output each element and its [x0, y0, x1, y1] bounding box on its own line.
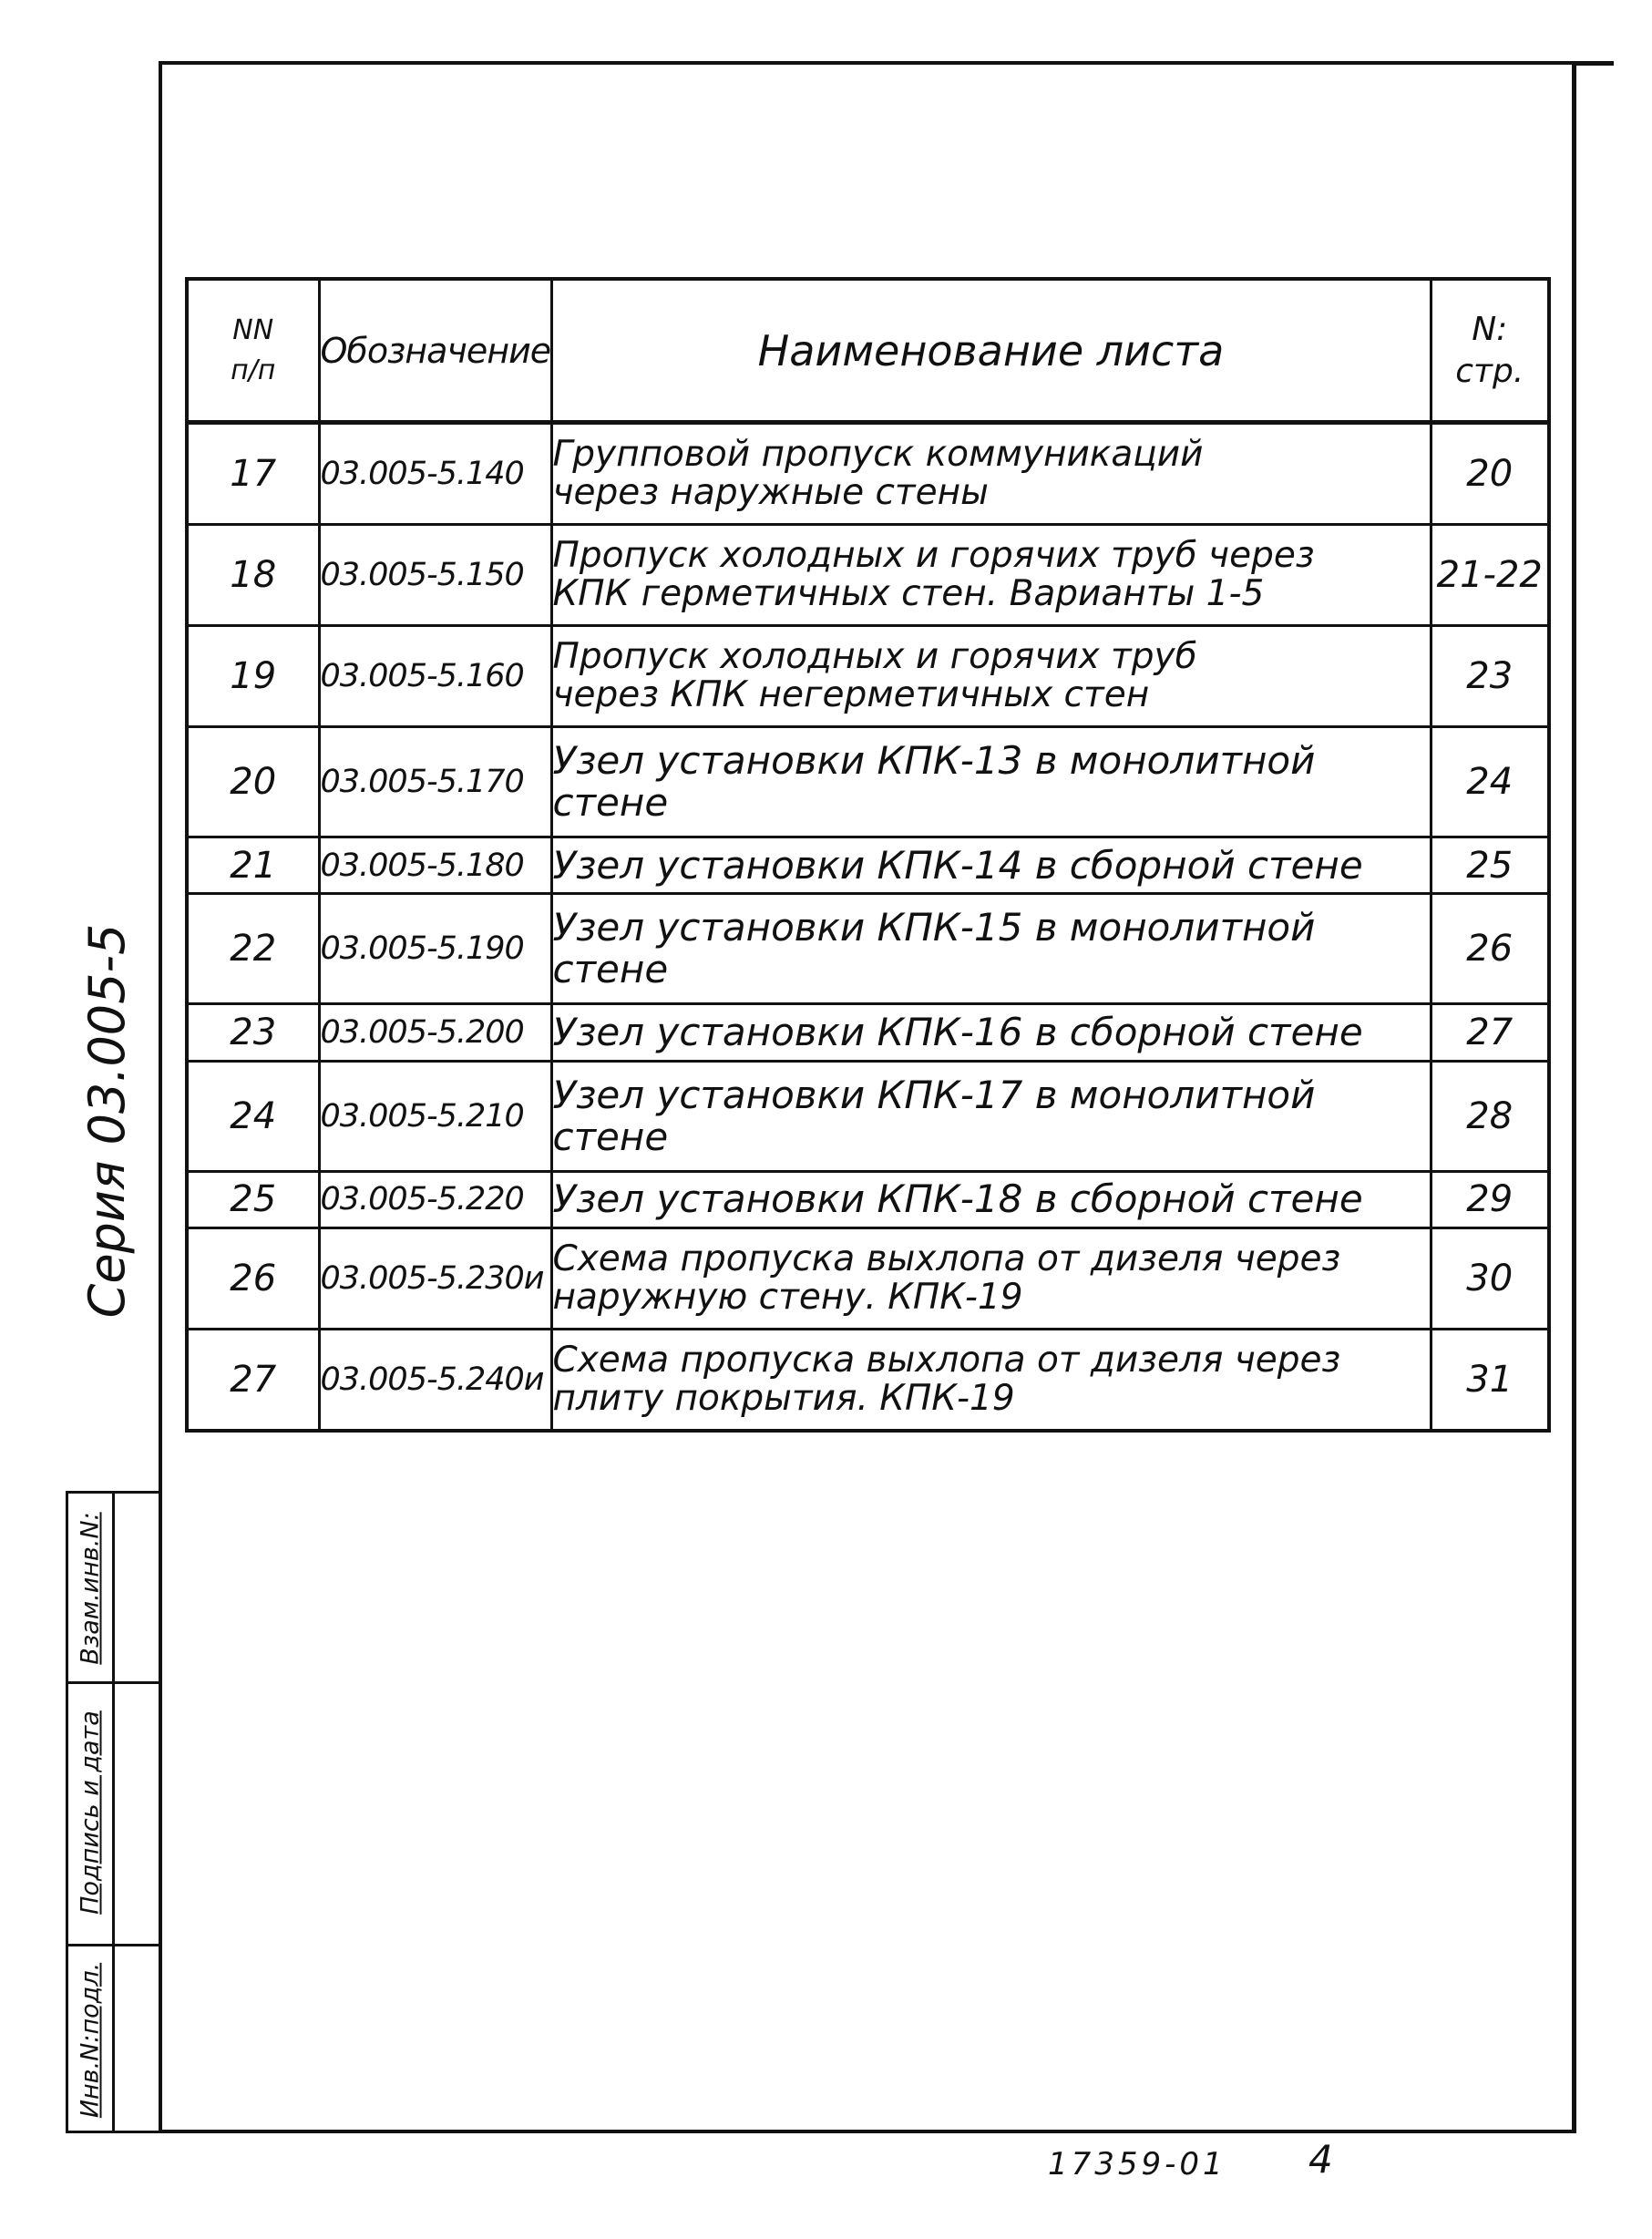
row-name	[551, 1004, 1431, 1061]
footer-page-number: 4	[1308, 2137, 1333, 2182]
row-number: 21	[187, 837, 319, 893]
row-name-line: Пропуск холодных и горячих труб через	[552, 535, 1315, 577]
row-code: 03.005-5.210	[319, 1061, 551, 1171]
header-num	[187, 279, 319, 423]
stamp-sign-date-label: Подпись и дата	[76, 1710, 105, 1915]
row-page: 28	[1431, 1061, 1549, 1171]
row-name	[551, 1061, 1431, 1171]
header-page-line1: N:	[1472, 310, 1508, 348]
row-name-line: Узел установки КПК-17 в монолитной стене	[552, 1072, 1316, 1159]
table-row	[187, 1329, 1549, 1431]
table-row	[187, 726, 1549, 837]
row-name	[551, 726, 1431, 837]
row-code: 03.005-5.190	[319, 894, 551, 1004]
row-number: 24	[187, 1061, 319, 1171]
row-name	[551, 1228, 1431, 1330]
header-code: Обозначение	[319, 279, 551, 423]
row-name-line: через наружные стены	[552, 472, 989, 514]
row-number: 27	[187, 1329, 319, 1431]
row-page: 29	[1431, 1171, 1549, 1227]
table-row	[187, 1171, 1549, 1227]
row-number: 23	[187, 1004, 319, 1061]
row-page: 27	[1431, 1004, 1549, 1061]
row-number: 26	[187, 1228, 319, 1330]
row-name-line: Схема пропуска выхлопа от дизеля через	[552, 1339, 1341, 1381]
row-name-line: Групповой пропуск коммуникаций	[552, 434, 1204, 476]
row-name-line: Узел установки КПК-18 в сборной стене	[552, 1176, 1363, 1222]
header-page	[1431, 279, 1549, 423]
row-number: 18	[187, 525, 319, 626]
row-name-line: Пропуск холодных и горячих труб	[552, 635, 1197, 677]
row-page: 30	[1431, 1228, 1549, 1330]
row-name	[551, 525, 1431, 626]
row-code: 03.005-5.230и	[319, 1228, 551, 1330]
table-body	[187, 423, 1549, 1432]
row-code: 03.005-5.160	[319, 625, 551, 726]
row-code: 03.005-5.170	[319, 726, 551, 837]
table-row	[187, 423, 1549, 525]
footer-code: 17359-01	[1048, 2146, 1226, 2183]
header-num-line2: п/п	[231, 354, 276, 386]
table-row	[187, 1061, 1549, 1171]
row-name	[551, 894, 1431, 1004]
row-name-line: КПК герметичных стен. Варианты 1-5	[552, 573, 1265, 615]
stamp-divider	[68, 1681, 161, 1684]
row-page: 21-22	[1431, 525, 1549, 626]
row-name-line: Узел установки КПК-13 в монолитной стене	[552, 737, 1316, 825]
row-name	[551, 1171, 1431, 1227]
row-code: 03.005-5.140	[319, 423, 551, 525]
side-stamp	[66, 1491, 161, 2133]
row-page: 25	[1431, 837, 1549, 893]
table-row	[187, 894, 1549, 1004]
row-number: 22	[187, 894, 319, 1004]
row-name-line: Узел установки КПК-16 в сборной стене	[552, 1009, 1363, 1054]
row-code: 03.005-5.240и	[319, 1329, 551, 1431]
row-page: 26	[1431, 894, 1549, 1004]
row-name-line: наружную стену. КПК-19	[552, 1277, 1023, 1319]
row-number: 25	[187, 1171, 319, 1227]
row-name	[551, 1329, 1431, 1431]
stamp-inv-replace-label: Взам.инв.N:	[76, 1512, 105, 1665]
table-header-row	[187, 279, 1549, 423]
header-name: Наименование листа	[551, 279, 1431, 423]
header-page-line2: стр.	[1455, 352, 1524, 390]
row-number: 20	[187, 726, 319, 837]
row-code: 03.005-5.200	[319, 1004, 551, 1061]
table-row	[187, 837, 1549, 893]
row-code: 03.005-5.220	[319, 1171, 551, 1227]
stamp-divider	[68, 1944, 161, 1946]
row-page: 20	[1431, 423, 1549, 525]
row-page: 23	[1431, 625, 1549, 726]
frame-top-extension	[1573, 61, 1614, 66]
row-page: 31	[1431, 1329, 1549, 1431]
header-num-line1: NN	[232, 313, 274, 346]
row-code: 03.005-5.180	[319, 837, 551, 893]
row-number: 19	[187, 625, 319, 726]
series-label: Серия 03.005-5	[78, 923, 136, 1319]
row-name-line: через КПК негерметичных стен	[552, 673, 1150, 715]
table-row	[187, 625, 1549, 726]
table-row	[187, 1228, 1549, 1330]
row-name	[551, 423, 1431, 525]
row-page: 24	[1431, 726, 1549, 837]
row-name-line: Схема пропуска выхлопа от дизеля через	[552, 1238, 1341, 1280]
row-name-line: Узел установки КПК-14 в сборной стене	[552, 842, 1363, 888]
row-name	[551, 837, 1431, 893]
row-code: 03.005-5.150	[319, 525, 551, 626]
table-row	[187, 1004, 1549, 1061]
stamp-inv-orig-label: Инв.N:подл.	[76, 1962, 105, 2119]
row-name-line: Узел установки КПК-15 в монолитной стене	[552, 905, 1316, 992]
row-name	[551, 625, 1431, 726]
table-row	[187, 525, 1549, 626]
row-name-line: плиту покрытия. КПК-19	[552, 1377, 1015, 1419]
row-number: 17	[187, 423, 319, 525]
sheet-list-table	[185, 277, 1551, 1433]
